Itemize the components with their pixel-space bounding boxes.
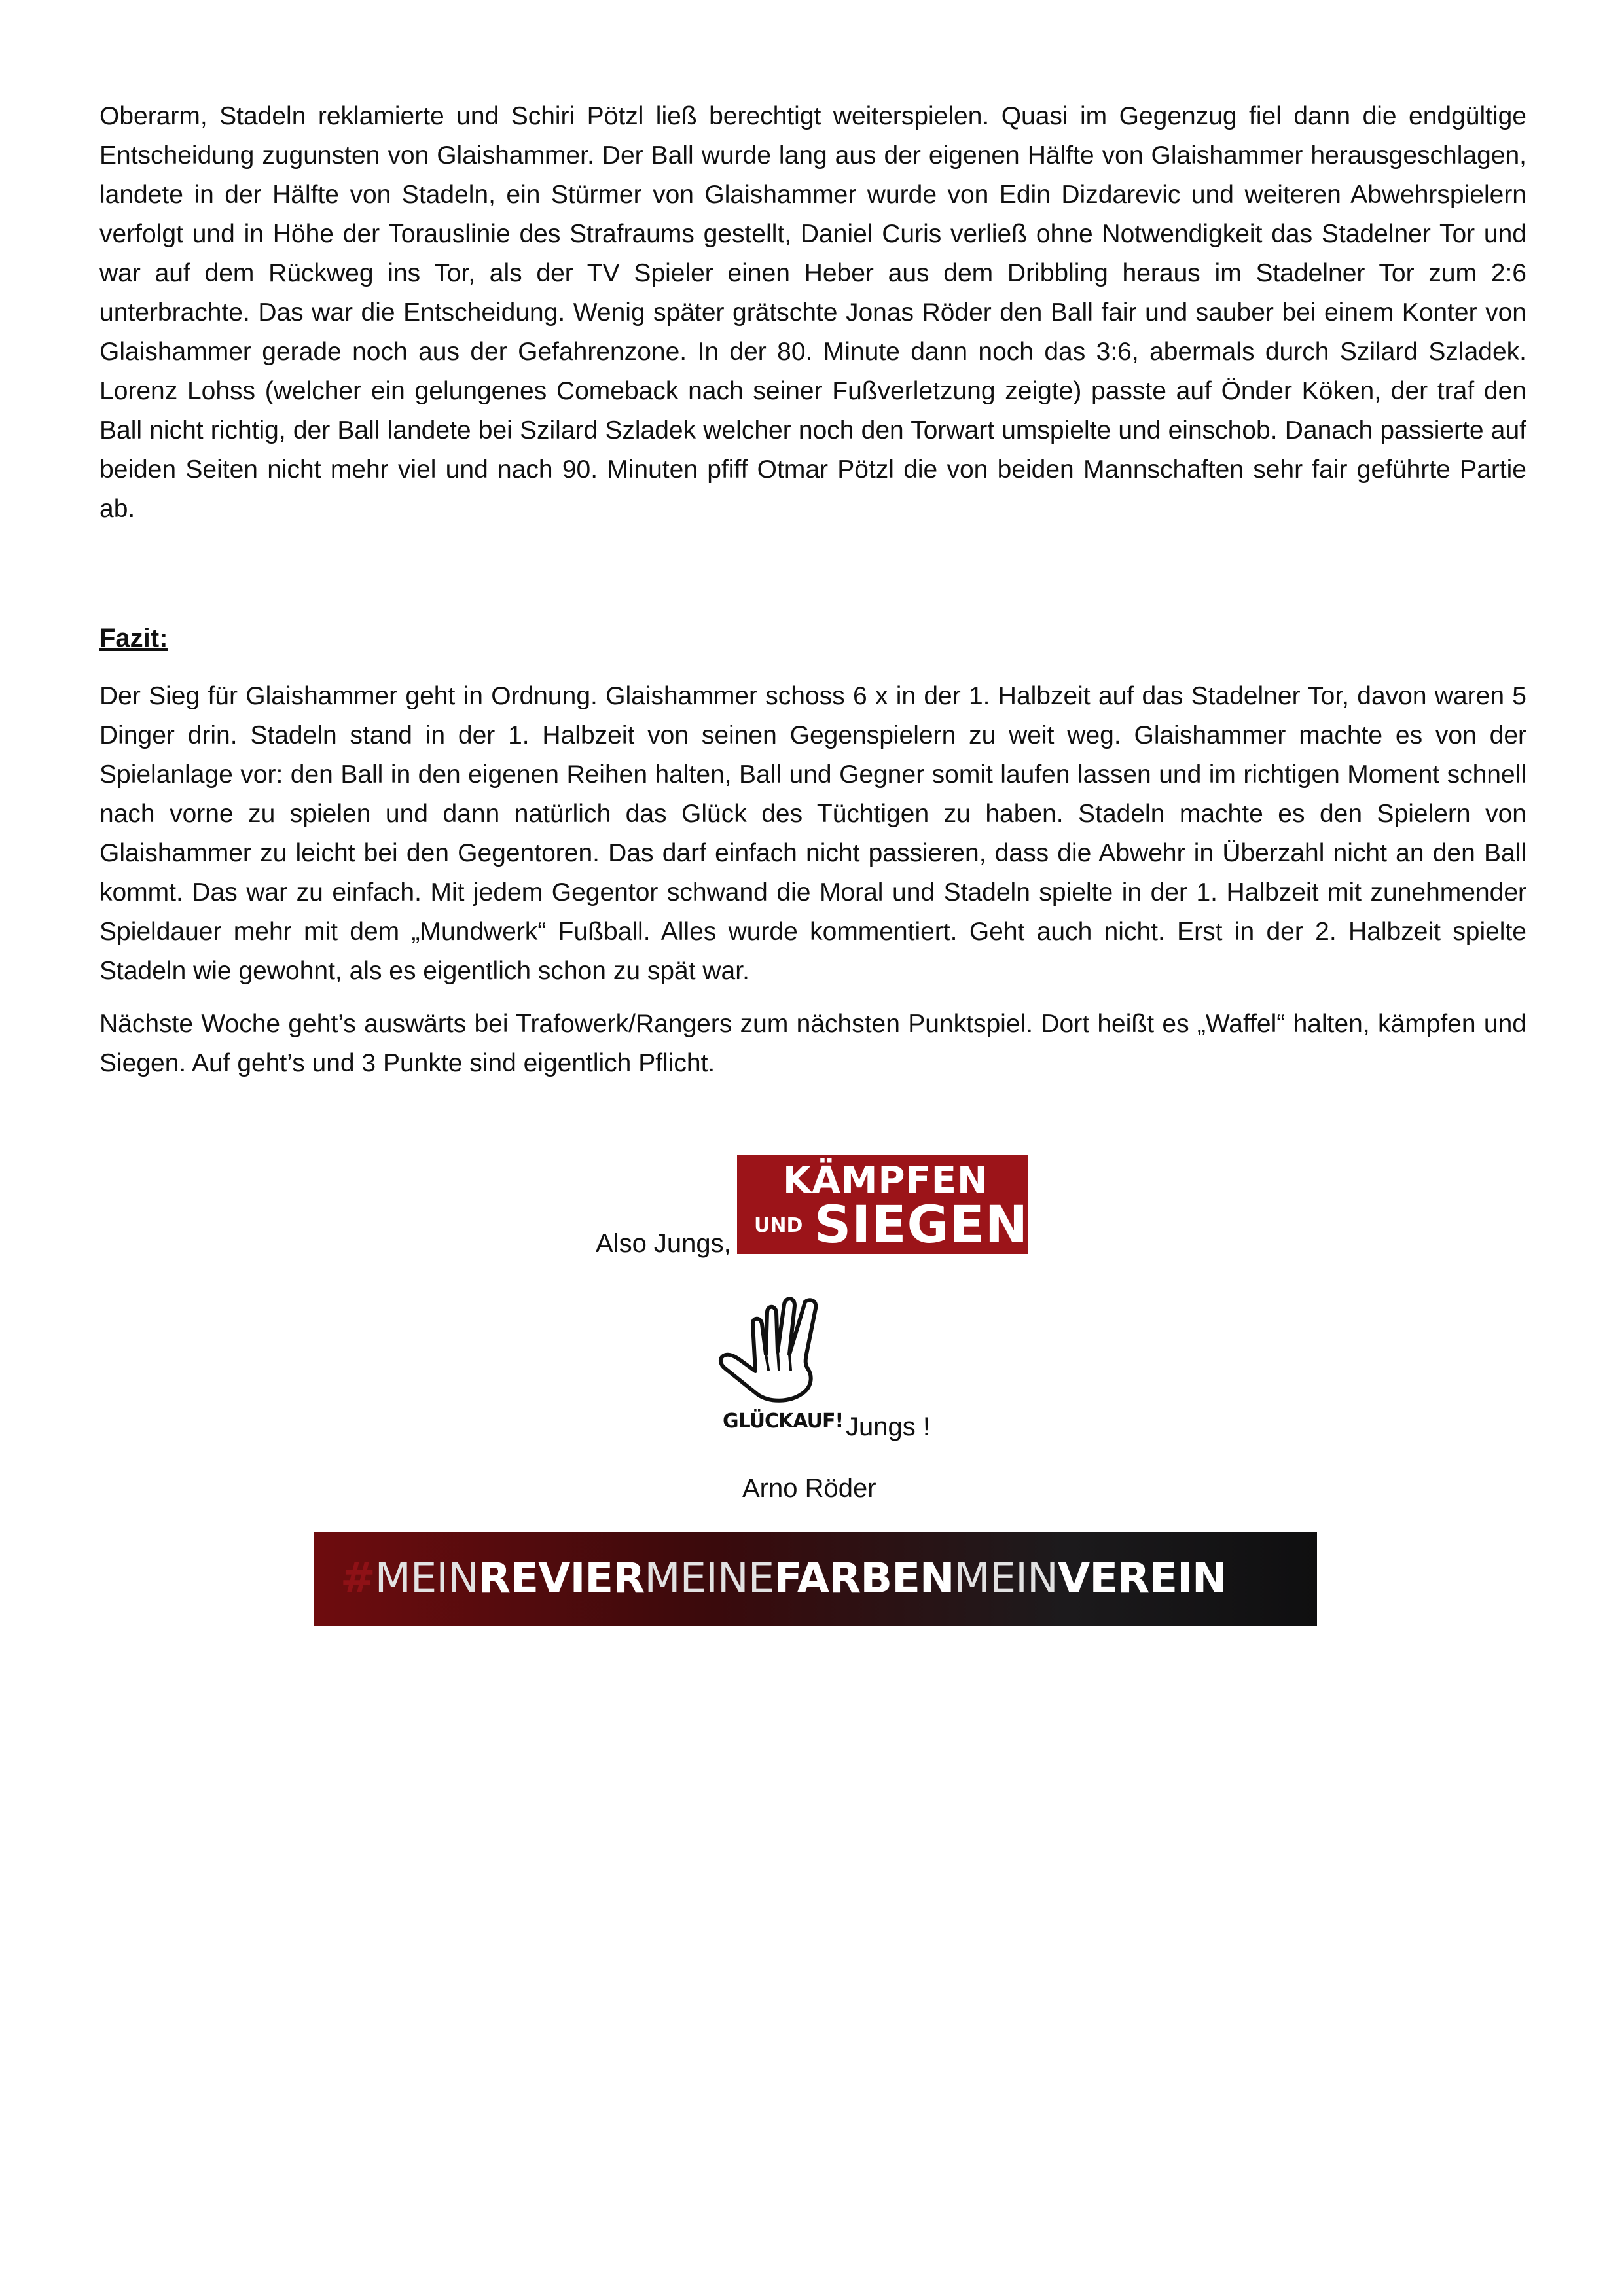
banner-part-revier: REVIER: [478, 1554, 645, 1603]
vulcan-salute-hand-icon: [707, 1286, 838, 1404]
slogan-banner: [314, 1532, 1317, 1626]
fazit-paragraph: [99, 677, 1526, 991]
logo-siegen-word: SIEGEN: [814, 1196, 1029, 1255]
closing-greeting: Also Jungs,: [596, 1229, 731, 1258]
jungs-label: Jungs !: [846, 1412, 930, 1441]
glueckauf-label: GLÜCKAUF!: [723, 1410, 844, 1433]
next-week-paragraph: [99, 1005, 1526, 1083]
logo-und-word: UND: [754, 1214, 803, 1237]
fazit-text: Der Sieg für Glaishammer geht in Ordnung. Glaishammer schoss 6 x in der 1. Halbzeit auf das Stadelner Tor, davon waren 5 Dinger drin. Stadeln stand in der 1. Halbzeit von seinen Gegenspielern zu weit weg. Glaishammer machte es von der Spielanlage vor: den Ball in den eigenen Reihen halten, Ball und Gegner somit laufen lassen und im richtigen Moment schnell nach vorne zu spielen und dann natürlich das Glück des Tüchtigen zu haben. Stadeln machte es den Spielern von Glaishammer zu leicht bei den Gegentoren. Das darf einfach nicht passieren, dass die Abwehr in Überzahl nicht an den Ball kommt. Das war zu einfach. Mit jedem Gegentor schwand die Moral und Stadeln spielte in der 1. Halbzeit mit zunehmender Spieldauer mehr mit dem „Mundwerk“ Fußball. Alles wurde kommentiert. Geht auch nicht. Erst in der 2. Halbzeit spielte Stadeln wie gewohnt, als es eigentlich schon zu spät war.: [99, 682, 1526, 985]
author-name: Arno Röder: [742, 1474, 876, 1503]
banner-part-verein: VEREIN: [1057, 1554, 1227, 1603]
banner-hash: #: [340, 1554, 375, 1603]
banner-part-farben: FARBEN: [774, 1554, 954, 1603]
banner-part-meine: MEINE: [644, 1554, 774, 1603]
slogan-text: [340, 1532, 1227, 1626]
banner-part-mein: MEIN: [374, 1554, 479, 1603]
banner-part-mein-2: MEIN: [954, 1554, 1058, 1603]
match-report-paragraph: [99, 97, 1526, 529]
logo-kampfen-word: KÄMPFEN: [783, 1159, 988, 1202]
match-report-text: Oberarm, Stadeln reklamierte und Schiri Pötzl ließ berechtigt weiterspielen. Quasi im Gegenzug fiel dann die endgültige Entscheidung zugunsten von Glaishammer. Der Ball wurde lang aus der eigenen Hälfte von Glaishammer herausgeschlagen, landete in der Hälfte von Stadeln, ein Stürmer von Glaishammer wurde von Edin Dizdarevic und weiteren Abwehrspielern verfolgt und in Höhe der Torauslinie des Strafraums gestellt, Daniel Curis verließ ohne Notwendigkeit das Stadelner Tor und war auf dem Rückweg ins Tor, als der TV Spieler einen Heber aus dem Dribbling heraus im Stadelner Tor zum 2:6 unterbrachte. Das war die Entscheidung. Wenig später grätschte Jonas Röder den Ball fair und sauber bei einem Konter von Glaishammer gerade noch aus der Gefahrenzone. In der 80. Minute dann noch das 3:6, abermals durch Szilard Szladek. Lorenz Lohss (welcher ein gelungenes Comeback nach seiner Fußverletzung zeigte) passte auf Önder Köken, der traf den Ball nicht richtig, der Ball landete bei Szilard Szladek welcher noch den Torwart umspielte und einschob. Danach passierte auf beiden Seiten nicht mehr viel und nach 90. Minuten pfiff Otmar Pötzl die von beiden Mannschaften sehr fair geführte Partie ab.: [99, 102, 1526, 523]
fazit-heading: Fazit:: [99, 624, 168, 653]
kaempfen-und-siegen-logo: [737, 1155, 1028, 1254]
next-week-text: Nächste Woche geht’s auswärts bei Trafowerk/Rangers zum nächsten Punktspiel. Dort heißt es „Waffel“ halten, kämpfen und Siegen. Auf geht’s und 3 Punkte sind eigentlich Pflicht.: [99, 1010, 1526, 1077]
